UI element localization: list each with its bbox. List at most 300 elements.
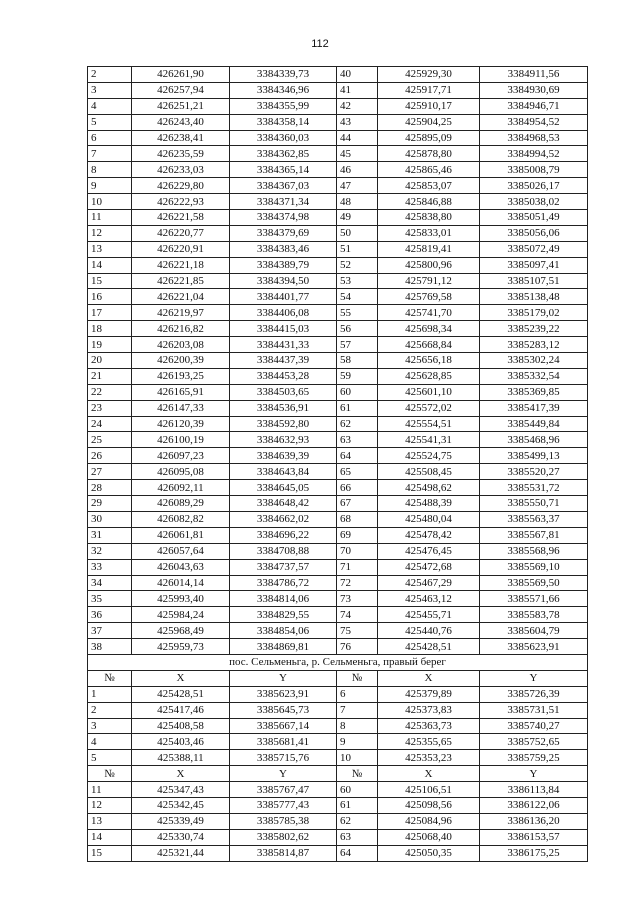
x-coordinate-cell: 426257,94: [132, 82, 230, 98]
y-coordinate-cell: 3384645,05: [230, 480, 337, 496]
x-coordinate-cell: 425084,96: [378, 813, 480, 829]
y-coordinate-cell: 3384869,81: [230, 639, 337, 655]
column-header: X: [378, 670, 480, 686]
x-coordinate-cell: 425800,96: [378, 257, 480, 273]
x-coordinate-cell: 425554,51: [378, 416, 480, 432]
table-row: [88, 210, 588, 226]
x-coordinate-cell: 425428,51: [378, 639, 480, 655]
y-coordinate-cell: 3385583,78: [480, 607, 588, 623]
table-row: [88, 813, 588, 829]
point-number-cell: 42: [337, 98, 378, 114]
column-header: №: [337, 670, 378, 686]
point-number-cell: 14: [88, 829, 132, 845]
point-number-cell: 37: [88, 623, 132, 639]
y-coordinate-cell: 3384360,03: [230, 130, 337, 146]
point-number-cell: 5: [88, 750, 132, 766]
x-coordinate-cell: 425846,88: [378, 194, 480, 210]
x-coordinate-cell: 425363,73: [378, 718, 480, 734]
x-coordinate-cell: 425455,71: [378, 607, 480, 623]
header-row: [88, 766, 588, 782]
table-row: [88, 194, 588, 210]
x-coordinate-cell: 426089,29: [132, 496, 230, 512]
y-coordinate-cell: 3384503,65: [230, 384, 337, 400]
table-row: [88, 146, 588, 162]
x-coordinate-cell: 426043,63: [132, 559, 230, 575]
y-coordinate-cell: 3385499,13: [480, 448, 588, 464]
table-row: [88, 607, 588, 623]
table-row: [88, 639, 588, 655]
y-coordinate-cell: 3385767,47: [230, 782, 337, 798]
x-coordinate-cell: 425508,45: [378, 464, 480, 480]
page-number: 112: [311, 38, 329, 50]
y-coordinate-cell: 3386153,57: [480, 829, 588, 845]
y-coordinate-cell: 3384358,14: [230, 114, 337, 130]
y-coordinate-cell: 3386122,06: [480, 797, 588, 813]
point-number-cell: 9: [337, 734, 378, 750]
y-coordinate-cell: 3385571,66: [480, 591, 588, 607]
y-coordinate-cell: 3385302,24: [480, 353, 588, 369]
x-coordinate-cell: 426221,18: [132, 257, 230, 273]
y-coordinate-cell: 3384643,84: [230, 464, 337, 480]
x-coordinate-cell: 426261,90: [132, 67, 230, 83]
y-coordinate-cell: 3384389,79: [230, 257, 337, 273]
column-header: №: [337, 766, 378, 782]
point-number-cell: 59: [337, 368, 378, 384]
y-coordinate-cell: 3384632,93: [230, 432, 337, 448]
point-number-cell: 26: [88, 448, 132, 464]
y-coordinate-cell: 3385417,39: [480, 400, 588, 416]
x-coordinate-cell: 426221,04: [132, 289, 230, 305]
y-coordinate-cell: 3385072,49: [480, 241, 588, 257]
point-number-cell: 38: [88, 639, 132, 655]
x-coordinate-cell: 425668,84: [378, 337, 480, 353]
x-coordinate-cell: 425929,30: [378, 67, 480, 83]
x-coordinate-cell: 426229,80: [132, 178, 230, 194]
x-coordinate-cell: 425628,85: [378, 368, 480, 384]
y-coordinate-cell: 3385740,27: [480, 718, 588, 734]
y-coordinate-cell: 3386175,25: [480, 845, 588, 861]
point-number-cell: 6: [88, 130, 132, 146]
x-coordinate-cell: 425838,80: [378, 210, 480, 226]
x-coordinate-cell: 425417,46: [132, 702, 230, 718]
table-row: [88, 257, 588, 273]
x-coordinate-cell: 425050,35: [378, 845, 480, 861]
x-coordinate-cell: 425478,42: [378, 527, 480, 543]
x-coordinate-cell: 425791,12: [378, 273, 480, 289]
point-number-cell: 10: [337, 750, 378, 766]
table-row: [88, 384, 588, 400]
point-number-cell: 21: [88, 368, 132, 384]
table-row: [88, 448, 588, 464]
point-number-cell: 62: [337, 416, 378, 432]
x-coordinate-cell: 426216,82: [132, 321, 230, 337]
y-coordinate-cell: 3385051,49: [480, 210, 588, 226]
y-coordinate-cell: 3384437,39: [230, 353, 337, 369]
x-coordinate-cell: 425440,76: [378, 623, 480, 639]
point-number-cell: 15: [88, 273, 132, 289]
x-coordinate-cell: 425910,17: [378, 98, 480, 114]
point-number-cell: 48: [337, 194, 378, 210]
x-coordinate-cell: 425865,46: [378, 162, 480, 178]
x-coordinate-cell: 425353,23: [378, 750, 480, 766]
x-coordinate-cell: 426092,11: [132, 480, 230, 496]
column-header: X: [132, 670, 230, 686]
x-coordinate-cell: 426203,08: [132, 337, 230, 353]
y-coordinate-cell: 3384346,96: [230, 82, 337, 98]
point-number-cell: 11: [88, 782, 132, 798]
point-number-cell: 62: [337, 813, 378, 829]
x-coordinate-cell: 425601,10: [378, 384, 480, 400]
point-number-cell: 34: [88, 575, 132, 591]
point-number-cell: 24: [88, 416, 132, 432]
column-header: Y: [230, 766, 337, 782]
table-row: [88, 686, 588, 702]
y-coordinate-cell: 3385107,51: [480, 273, 588, 289]
point-number-cell: 10: [88, 194, 132, 210]
y-coordinate-cell: 3385550,71: [480, 496, 588, 512]
point-number-cell: 30: [88, 511, 132, 527]
x-coordinate-cell: 425498,62: [378, 480, 480, 496]
x-coordinate-cell: 426220,91: [132, 241, 230, 257]
x-coordinate-cell: 425330,74: [132, 829, 230, 845]
point-number-cell: 53: [337, 273, 378, 289]
point-number-cell: 68: [337, 511, 378, 527]
x-coordinate-cell: 426221,58: [132, 210, 230, 226]
point-number-cell: 45: [337, 146, 378, 162]
table-row: [88, 480, 588, 496]
point-number-cell: 12: [88, 225, 132, 241]
x-coordinate-cell: 425769,58: [378, 289, 480, 305]
point-number-cell: 11: [88, 210, 132, 226]
x-coordinate-cell: 425904,25: [378, 114, 480, 130]
point-number-cell: 31: [88, 527, 132, 543]
y-coordinate-cell: 3384431,33: [230, 337, 337, 353]
x-coordinate-cell: 425480,04: [378, 511, 480, 527]
x-coordinate-cell: 426219,97: [132, 305, 230, 321]
point-number-cell: 18: [88, 321, 132, 337]
point-number-cell: 64: [337, 845, 378, 861]
x-coordinate-cell: 425984,24: [132, 607, 230, 623]
table-row: [88, 368, 588, 384]
y-coordinate-cell: 3386113,84: [480, 782, 588, 798]
y-coordinate-cell: 3384968,53: [480, 130, 588, 146]
y-coordinate-cell: 3385097,41: [480, 257, 588, 273]
point-number-cell: 75: [337, 623, 378, 639]
point-number-cell: 15: [88, 845, 132, 861]
point-number-cell: 13: [88, 241, 132, 257]
y-coordinate-cell: 3384371,34: [230, 194, 337, 210]
point-number-cell: 71: [337, 559, 378, 575]
y-coordinate-cell: 3384415,03: [230, 321, 337, 337]
point-number-cell: 44: [337, 130, 378, 146]
y-coordinate-cell: 3385056,06: [480, 225, 588, 241]
x-coordinate-cell: 425572,02: [378, 400, 480, 416]
y-coordinate-cell: 3384708,88: [230, 543, 337, 559]
column-header: X: [132, 766, 230, 782]
x-coordinate-cell: 426221,85: [132, 273, 230, 289]
y-coordinate-cell: 3384829,55: [230, 607, 337, 623]
point-number-cell: 12: [88, 797, 132, 813]
y-coordinate-cell: 3385008,79: [480, 162, 588, 178]
x-coordinate-cell: 426147,33: [132, 400, 230, 416]
column-header: Y: [480, 670, 588, 686]
x-coordinate-cell: 426243,40: [132, 114, 230, 130]
y-coordinate-cell: 3385468,96: [480, 432, 588, 448]
x-coordinate-cell: 425428,51: [132, 686, 230, 702]
y-coordinate-cell: 3385752,65: [480, 734, 588, 750]
y-coordinate-cell: 3384453,28: [230, 368, 337, 384]
x-coordinate-cell: 425959,73: [132, 639, 230, 655]
point-number-cell: 4: [88, 734, 132, 750]
table-row: [88, 527, 588, 543]
y-coordinate-cell: 3384946,71: [480, 98, 588, 114]
y-coordinate-cell: 3385777,43: [230, 797, 337, 813]
table-row: [88, 591, 588, 607]
y-coordinate-cell: 3385239,22: [480, 321, 588, 337]
x-coordinate-cell: 425819,41: [378, 241, 480, 257]
header-row: [88, 670, 588, 686]
x-coordinate-cell: 425408,58: [132, 718, 230, 734]
x-coordinate-cell: 425878,80: [378, 146, 480, 162]
y-coordinate-cell: 3385369,85: [480, 384, 588, 400]
point-number-cell: 49: [337, 210, 378, 226]
table-row: [88, 305, 588, 321]
table-row: [88, 797, 588, 813]
y-coordinate-cell: 3386136,20: [480, 813, 588, 829]
y-coordinate-cell: 3384367,03: [230, 178, 337, 194]
y-coordinate-cell: 3385563,37: [480, 511, 588, 527]
point-number-cell: 61: [337, 797, 378, 813]
table-row: [88, 289, 588, 305]
y-coordinate-cell: 3385283,12: [480, 337, 588, 353]
table-row: [88, 98, 588, 114]
y-coordinate-cell: 3384648,42: [230, 496, 337, 512]
x-coordinate-cell: 425741,70: [378, 305, 480, 321]
point-number-cell: 70: [337, 543, 378, 559]
point-number-cell: 69: [337, 527, 378, 543]
table-row: [88, 575, 588, 591]
table-row: [88, 432, 588, 448]
point-number-cell: 61: [337, 400, 378, 416]
x-coordinate-cell: 426251,21: [132, 98, 230, 114]
x-coordinate-cell: 425968,49: [132, 623, 230, 639]
x-coordinate-cell: 425917,71: [378, 82, 480, 98]
point-number-cell: 2: [88, 702, 132, 718]
x-coordinate-cell: 426095,08: [132, 464, 230, 480]
x-coordinate-cell: 426222,93: [132, 194, 230, 210]
table-row: [88, 718, 588, 734]
y-coordinate-cell: 3384394,50: [230, 273, 337, 289]
y-coordinate-cell: 3384365,14: [230, 162, 337, 178]
y-coordinate-cell: 3384994,52: [480, 146, 588, 162]
y-coordinate-cell: 3384355,99: [230, 98, 337, 114]
x-coordinate-cell: 425993,40: [132, 591, 230, 607]
point-number-cell: 63: [337, 432, 378, 448]
point-number-cell: 3: [88, 82, 132, 98]
x-coordinate-cell: 426097,23: [132, 448, 230, 464]
x-coordinate-cell: 426165,91: [132, 384, 230, 400]
point-number-cell: 23: [88, 400, 132, 416]
point-number-cell: 40: [337, 67, 378, 83]
point-number-cell: 67: [337, 496, 378, 512]
y-coordinate-cell: 3384639,39: [230, 448, 337, 464]
point-number-cell: 9: [88, 178, 132, 194]
point-number-cell: 5: [88, 114, 132, 130]
point-number-cell: 57: [337, 337, 378, 353]
point-number-cell: 14: [88, 257, 132, 273]
y-coordinate-cell: 3385814,87: [230, 845, 337, 861]
point-number-cell: 36: [88, 607, 132, 623]
y-coordinate-cell: 3384592,80: [230, 416, 337, 432]
column-header: №: [88, 670, 132, 686]
table-row: [88, 225, 588, 241]
x-coordinate-cell: 425698,34: [378, 321, 480, 337]
table-row: [88, 162, 588, 178]
table-row: [88, 67, 588, 83]
point-number-cell: 28: [88, 480, 132, 496]
column-header: X: [378, 766, 480, 782]
table-row: [88, 321, 588, 337]
y-coordinate-cell: 3384339,73: [230, 67, 337, 83]
y-coordinate-cell: 3385568,96: [480, 543, 588, 559]
table-row: [88, 337, 588, 353]
y-coordinate-cell: 3384374,98: [230, 210, 337, 226]
table-row: [88, 82, 588, 98]
x-coordinate-cell: 426061,81: [132, 527, 230, 543]
x-coordinate-cell: 425388,11: [132, 750, 230, 766]
y-coordinate-cell: 3384696,22: [230, 527, 337, 543]
point-number-cell: 56: [337, 321, 378, 337]
point-number-cell: 20: [88, 353, 132, 369]
y-coordinate-cell: 3385604,79: [480, 623, 588, 639]
table-row: [88, 178, 588, 194]
x-coordinate-cell: 425541,31: [378, 432, 480, 448]
y-coordinate-cell: 3385681,41: [230, 734, 337, 750]
point-number-cell: 60: [337, 384, 378, 400]
table-row: [88, 734, 588, 750]
y-coordinate-cell: 3384536,91: [230, 400, 337, 416]
x-coordinate-cell: 426233,03: [132, 162, 230, 178]
point-number-cell: 73: [337, 591, 378, 607]
point-number-cell: 55: [337, 305, 378, 321]
table-row: [88, 623, 588, 639]
point-number-cell: 8: [337, 718, 378, 734]
point-number-cell: 65: [337, 464, 378, 480]
x-coordinate-cell: 425098,56: [378, 797, 480, 813]
point-number-cell: 8: [88, 162, 132, 178]
x-coordinate-cell: 425373,83: [378, 702, 480, 718]
y-coordinate-cell: 3384854,06: [230, 623, 337, 639]
y-coordinate-cell: 3384401,77: [230, 289, 337, 305]
x-coordinate-cell: 426238,41: [132, 130, 230, 146]
point-number-cell: 50: [337, 225, 378, 241]
x-coordinate-cell: 425524,75: [378, 448, 480, 464]
x-coordinate-cell: 425472,68: [378, 559, 480, 575]
y-coordinate-cell: 3385726,39: [480, 686, 588, 702]
y-coordinate-cell: 3385567,81: [480, 527, 588, 543]
y-coordinate-cell: 3385569,50: [480, 575, 588, 591]
table-row: [88, 114, 588, 130]
y-coordinate-cell: 3385520,27: [480, 464, 588, 480]
point-number-cell: 29: [88, 496, 132, 512]
table-row: [88, 273, 588, 289]
y-coordinate-cell: 3385179,02: [480, 305, 588, 321]
table-row: [88, 130, 588, 146]
y-coordinate-cell: 3385038,02: [480, 194, 588, 210]
point-number-cell: 58: [337, 353, 378, 369]
x-coordinate-cell: 425342,45: [132, 797, 230, 813]
point-number-cell: 32: [88, 543, 132, 559]
point-number-cell: 43: [337, 114, 378, 130]
y-coordinate-cell: 3384786,72: [230, 575, 337, 591]
table-row: [88, 464, 588, 480]
x-coordinate-cell: 425379,89: [378, 686, 480, 702]
table-row: [88, 559, 588, 575]
y-coordinate-cell: 3385026,17: [480, 178, 588, 194]
table-row: [88, 829, 588, 845]
x-coordinate-cell: 426200,39: [132, 353, 230, 369]
section-caption-row: [88, 654, 588, 670]
x-coordinate-cell: 426220,77: [132, 225, 230, 241]
point-number-cell: 27: [88, 464, 132, 480]
x-coordinate-cell: 425106,51: [378, 782, 480, 798]
point-number-cell: 22: [88, 384, 132, 400]
x-coordinate-cell: 425347,43: [132, 782, 230, 798]
point-number-cell: 72: [337, 575, 378, 591]
point-number-cell: 74: [337, 607, 378, 623]
x-coordinate-cell: 425467,29: [378, 575, 480, 591]
point-number-cell: 41: [337, 82, 378, 98]
point-number-cell: 54: [337, 289, 378, 305]
x-coordinate-cell: 425476,45: [378, 543, 480, 559]
y-coordinate-cell: 3384383,46: [230, 241, 337, 257]
y-coordinate-cell: 3385785,38: [230, 813, 337, 829]
y-coordinate-cell: 3385731,51: [480, 702, 588, 718]
table-row: [88, 511, 588, 527]
y-coordinate-cell: 3384362,85: [230, 146, 337, 162]
y-coordinate-cell: 3385138,48: [480, 289, 588, 305]
y-coordinate-cell: 3385623,91: [230, 686, 337, 702]
section-caption: пос. Сельменьга, р. Сельменьга, правый берег: [88, 654, 588, 670]
table-row: [88, 416, 588, 432]
table-row: [88, 702, 588, 718]
point-number-cell: 63: [337, 829, 378, 845]
x-coordinate-cell: 426100,19: [132, 432, 230, 448]
point-number-cell: 7: [88, 146, 132, 162]
x-coordinate-cell: 425656,18: [378, 353, 480, 369]
y-coordinate-cell: 3384737,57: [230, 559, 337, 575]
point-number-cell: 7: [337, 702, 378, 718]
point-number-cell: 47: [337, 178, 378, 194]
y-coordinate-cell: 3385531,72: [480, 480, 588, 496]
y-coordinate-cell: 3384911,56: [480, 67, 588, 83]
table-row: [88, 496, 588, 512]
y-coordinate-cell: 3384662,02: [230, 511, 337, 527]
y-coordinate-cell: 3384406,08: [230, 305, 337, 321]
point-number-cell: 60: [337, 782, 378, 798]
x-coordinate-cell: 425403,46: [132, 734, 230, 750]
point-number-cell: 17: [88, 305, 132, 321]
y-coordinate-cell: 3385449,84: [480, 416, 588, 432]
x-coordinate-cell: 425833,01: [378, 225, 480, 241]
y-coordinate-cell: 3384954,52: [480, 114, 588, 130]
y-coordinate-cell: 3385759,25: [480, 750, 588, 766]
y-coordinate-cell: 3385667,14: [230, 718, 337, 734]
point-number-cell: 46: [337, 162, 378, 178]
point-number-cell: 16: [88, 289, 132, 305]
point-number-cell: 19: [88, 337, 132, 353]
table-row: [88, 353, 588, 369]
